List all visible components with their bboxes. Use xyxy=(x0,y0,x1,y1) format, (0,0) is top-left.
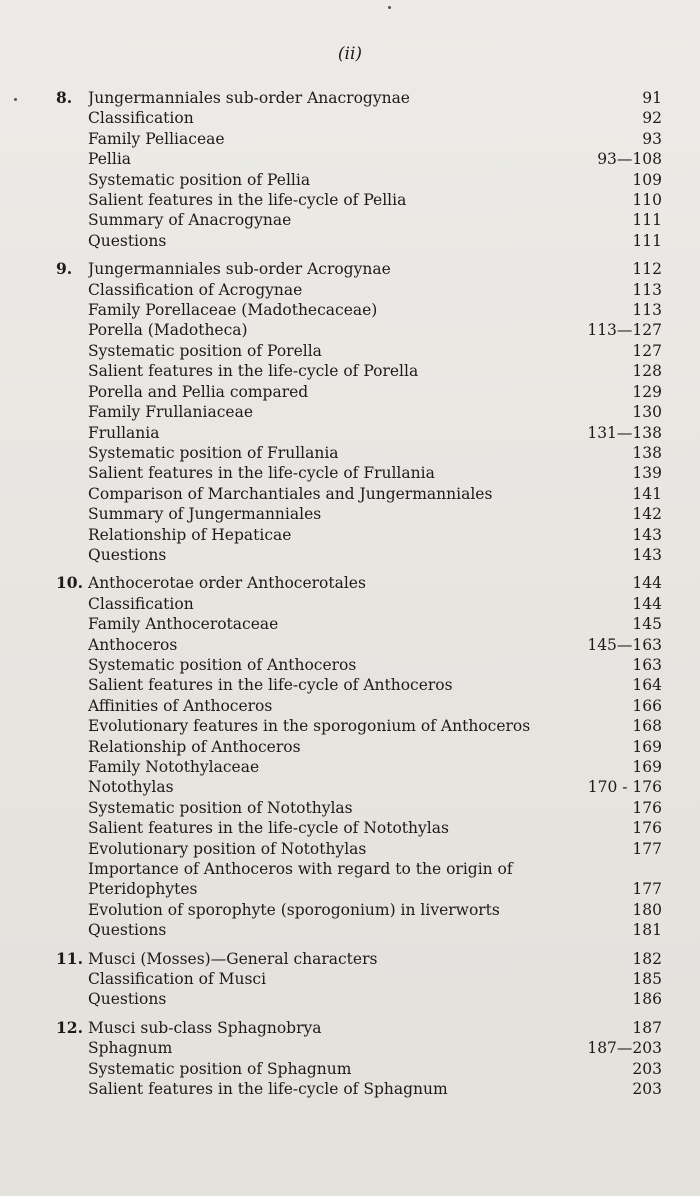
entry-page: 111 xyxy=(632,211,662,230)
entry-page: 203 xyxy=(632,1059,662,1078)
entry-title: Summary of Anacrogynae xyxy=(88,211,292,230)
toc-entry-row xyxy=(56,920,662,940)
entry-page: 109 xyxy=(632,170,662,189)
entry-title: Questions xyxy=(88,545,167,564)
entry-title: Classification xyxy=(88,594,194,613)
toc-entry-row xyxy=(56,463,662,483)
entry-title: Importance of Anthoceros with regard to the origin of xyxy=(88,860,513,879)
entry-page: 166 xyxy=(632,696,662,715)
toc-section xyxy=(56,1018,662,1100)
entry-page: 131—138 xyxy=(587,423,662,442)
entry-title: Porella and Pellia compared xyxy=(88,382,309,401)
entry-page: 141 xyxy=(632,484,662,503)
entry-title: Questions xyxy=(88,231,167,250)
toc-entry-row xyxy=(56,1079,662,1099)
toc-entry-row xyxy=(56,737,662,757)
toc-entry-row xyxy=(56,361,662,381)
entry-page: 111 xyxy=(632,231,662,250)
toc-entry-row xyxy=(56,423,662,443)
entry-title: Family Porellaceae (Madothecaceae) xyxy=(88,301,378,320)
toc-entry-row xyxy=(56,594,662,614)
chapter-page: 144 xyxy=(632,574,662,593)
entry-title: Comparison of Marchantiales and Jungermanniales xyxy=(88,484,493,503)
entry-page: 187—203 xyxy=(587,1039,662,1058)
chapter-page: 91 xyxy=(642,89,662,107)
entry-title: Summary of Jungermanniales xyxy=(88,505,322,524)
entry-title: Evolutionary position of Notothylas xyxy=(88,839,367,858)
toc-entry-row xyxy=(56,320,662,340)
entry-page: 110 xyxy=(632,191,662,210)
entry-page: 145—163 xyxy=(587,635,662,654)
entry-page: 144 xyxy=(632,594,662,613)
entry-page: 113—127 xyxy=(587,321,662,340)
toc-section xyxy=(56,573,662,940)
toc-entry-row xyxy=(56,1059,662,1079)
entry-title: Systematic position of Sphagnum xyxy=(88,1059,352,1078)
entry-page: 145 xyxy=(632,615,662,634)
chapter-title: Musci (Mosses)—General characters xyxy=(88,949,378,968)
toc-section xyxy=(56,949,662,1010)
entry-page: 93—108 xyxy=(597,150,662,169)
toc-entry-row xyxy=(56,149,662,169)
entry-page: 203 xyxy=(632,1080,662,1099)
toc-chapter-row xyxy=(56,88,662,108)
toc-entry-row xyxy=(56,969,662,989)
entry-page: 186 xyxy=(632,990,662,1009)
entry-page: 164 xyxy=(632,676,662,695)
toc-entry-row xyxy=(56,798,662,818)
entry-title: Family Anthocerotaceae xyxy=(88,615,279,634)
chapter-number: 10. xyxy=(56,573,83,593)
entry-page: 176 xyxy=(632,819,662,838)
toc-entry-row xyxy=(56,525,662,545)
chapter-page: 112 xyxy=(632,260,662,279)
entry-page: 168 xyxy=(632,717,662,736)
toc-entry-row xyxy=(56,382,662,402)
toc-entry-row xyxy=(56,859,662,879)
chapter-number: 12. xyxy=(56,1017,83,1037)
toc-entry-row xyxy=(56,655,662,675)
entry-page: 130 xyxy=(632,403,662,422)
toc-section xyxy=(56,88,662,251)
entry-title: Classification xyxy=(88,109,194,128)
toc-entry-row xyxy=(56,777,662,797)
print-speck xyxy=(14,98,17,101)
entry-page: 127 xyxy=(632,341,662,360)
entry-page: 143 xyxy=(632,545,662,564)
chapter-title: Anthocerotae order Anthocerotales xyxy=(88,574,366,593)
toc-entry-row xyxy=(56,170,662,190)
toc-chapter-row xyxy=(56,949,662,969)
toc-entry-row xyxy=(56,879,662,899)
entry-title: Evolution of sporophyte (sporogonium) in liverworts xyxy=(88,900,500,919)
toc-entry-row xyxy=(56,280,662,300)
chapter-page: 187 xyxy=(632,1018,662,1037)
toc-entry-row xyxy=(56,210,662,230)
entry-page: 92 xyxy=(642,109,662,128)
chapter-title: Jungermanniales sub-order Anacrogynae xyxy=(88,89,410,107)
entry-page: 142 xyxy=(632,505,662,524)
toc-entry-row xyxy=(56,545,662,565)
entry-title: Evolutionary features in the sporogonium of Anthoceros xyxy=(88,717,531,736)
entry-title: Salient features in the life-cycle of Anthoceros xyxy=(88,676,453,695)
toc-chapter-row xyxy=(56,1018,662,1038)
entry-title: Notothylas xyxy=(88,778,174,797)
toc-entry-row xyxy=(56,614,662,634)
toc-entry-row xyxy=(56,129,662,149)
entry-page: 169 xyxy=(632,737,662,756)
entry-title: Family Pelliaceae xyxy=(88,129,225,148)
chapter-title: Musci sub-class Sphagnobrya xyxy=(88,1018,322,1037)
toc-chapter-row xyxy=(56,259,662,279)
entry-title: Classification of Musci xyxy=(88,970,267,989)
entry-title: Systematic position of Pellia xyxy=(88,170,311,189)
entry-title: Salient features in the life-cycle of Porella xyxy=(88,362,419,381)
toc-section xyxy=(56,259,662,565)
entry-page: 177 xyxy=(632,880,662,899)
toc-entry-row xyxy=(56,818,662,838)
toc-entry-row xyxy=(56,839,662,859)
entry-title: Relationship of Hepaticae xyxy=(88,525,292,544)
entry-title: Pteridophytes xyxy=(88,880,198,899)
entry-title: Family Frullaniaceae xyxy=(88,403,253,422)
toc-entry-row xyxy=(56,341,662,361)
entry-page: 139 xyxy=(632,464,662,483)
toc-entry-row xyxy=(56,1038,662,1058)
page-header-label: (ii) xyxy=(337,44,363,64)
entry-title: Affinities of Anthoceros xyxy=(88,696,273,715)
chapter-number: 8. xyxy=(56,88,73,107)
entry-page: 185 xyxy=(632,970,662,989)
entry-title: Salient features in the life-cycle of Frullania xyxy=(88,464,435,483)
toc-entry-row xyxy=(56,757,662,777)
toc-entry-row xyxy=(56,231,662,251)
toc-entry-row xyxy=(56,900,662,920)
entry-page: 181 xyxy=(632,921,662,940)
entry-page: 169 xyxy=(632,758,662,776)
toc-chapter-row xyxy=(56,573,662,593)
chapter-number: 9. xyxy=(56,259,73,279)
entry-page: 180 xyxy=(632,900,662,919)
entry-page: 93 xyxy=(642,129,662,148)
toc-entry-row xyxy=(56,716,662,736)
entry-title: Family Notothylaceae xyxy=(88,758,260,776)
entry-page: 128 xyxy=(632,362,662,381)
entry-title: Salient features in the life-cycle of Notothylas xyxy=(88,819,449,838)
toc-entry-row xyxy=(56,504,662,524)
toc-entry-row xyxy=(56,484,662,504)
toc-entry-row xyxy=(56,190,662,210)
entry-page: 138 xyxy=(632,443,662,462)
toc-entry-row xyxy=(56,989,662,1009)
toc-entry-row xyxy=(56,300,662,320)
chapter-number: 11. xyxy=(56,948,83,968)
entry-title: Frullania xyxy=(88,423,160,442)
entry-page: 113 xyxy=(632,301,662,320)
entry-page: 129 xyxy=(632,382,662,401)
entry-title: Systematic position of Notothylas xyxy=(88,798,353,817)
toc-entry-row xyxy=(56,402,662,422)
entry-title: Systematic position of Porella xyxy=(88,341,322,360)
entry-title: Relationship of Anthoceros xyxy=(88,737,301,756)
chapter-page: 182 xyxy=(632,949,662,968)
entry-title: Porella (Madotheca) xyxy=(88,321,248,340)
entry-title: Questions xyxy=(88,921,167,940)
entry-title: Sphagnum xyxy=(88,1039,173,1058)
chapter-title: Jungermanniales sub-order Acrogynae xyxy=(88,260,391,279)
entry-page: 177 xyxy=(632,839,662,858)
entry-title: Systematic position of Frullania xyxy=(88,443,339,462)
toc-entry-row xyxy=(56,635,662,655)
entry-title: Systematic position of Anthoceros xyxy=(88,655,357,674)
entry-page: 113 xyxy=(632,280,662,299)
toc-entry-row xyxy=(56,443,662,463)
toc-entry-row xyxy=(56,696,662,716)
entry-page: 143 xyxy=(632,525,662,544)
entry-page: 170 - 176 xyxy=(587,778,662,797)
toc-entry-row xyxy=(56,675,662,695)
entry-title: Anthoceros xyxy=(88,635,178,654)
entry-title: Salient features in the life-cycle of Pellia xyxy=(88,191,407,210)
entry-title: Classification of Acrogynae xyxy=(88,280,303,299)
entry-title: Pellia xyxy=(88,150,132,169)
print-speck xyxy=(388,6,391,9)
entry-page: 176 xyxy=(632,798,662,817)
entry-page: 163 xyxy=(632,655,662,674)
toc-entry-row xyxy=(56,108,662,128)
table-of-contents xyxy=(56,88,662,1108)
entry-title: Salient features in the life-cycle of Sphagnum xyxy=(88,1080,448,1099)
entry-title: Questions xyxy=(88,990,167,1009)
